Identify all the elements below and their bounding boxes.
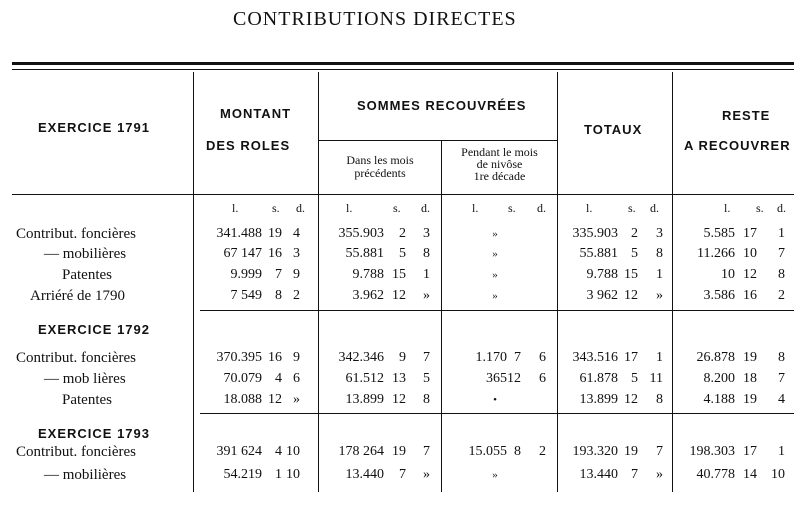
unit-label-nivose-d: d. [537, 201, 546, 215]
cell-reste-s: 19 [743, 392, 757, 407]
cell-mois_prec-l: 13.440 [345, 467, 384, 482]
cell-totaux-l: 3 962 [586, 288, 618, 303]
cell-mois_prec-l: 55.881 [345, 246, 384, 261]
cell-reste-l: 198.303 [689, 444, 735, 459]
header-reste-2: A RECOUVRER [684, 138, 791, 153]
cell-reste-d: 7 [778, 371, 785, 386]
top-rule-thin [12, 69, 794, 70]
header-totaux: TOTAUX [584, 122, 643, 137]
cell-totaux-d: 3 [656, 226, 663, 241]
unit-label-mois_prec-l: l. [346, 201, 353, 215]
cell-totaux-s: 7 [631, 467, 638, 482]
cell-montant-l: 70.079 [223, 371, 262, 386]
header-montant-2: DES ROLES [206, 138, 291, 153]
dans-line-2: précédents [354, 166, 406, 180]
cell-montant-d: 3 [293, 246, 300, 261]
cell-mois_prec-s: 19 [392, 444, 406, 459]
header-sommes: SOMMES RECOUVRÉES [357, 98, 527, 113]
top-rule-thick [12, 62, 794, 65]
header-montant-1: MONTANT [220, 106, 292, 121]
cell-totaux-d: 7 [656, 444, 663, 459]
cell-reste-d: 7 [778, 246, 785, 261]
cell-montant-s: 12 [268, 392, 282, 407]
unit-label-mois_prec-d: d. [421, 201, 430, 215]
cell-totaux-s: 5 [631, 371, 638, 386]
cell-totaux-l: 55.881 [579, 246, 618, 261]
cell-reste-l: 3.586 [703, 288, 735, 303]
cell-nivose: » [492, 469, 498, 481]
cell-mois_prec-d: 7 [423, 350, 430, 365]
cell-reste-s: 10 [743, 246, 757, 261]
cell-nivose: » [492, 228, 498, 240]
row-label: Arriéré de 1790 [30, 288, 125, 304]
cell-nivose: » [492, 248, 498, 260]
cell-totaux-d: 11 [649, 371, 663, 386]
cell-montant-d: 6 [293, 371, 300, 386]
exercice-heading: EXERCICE 1793 [38, 426, 150, 441]
row-label: — mob lières [44, 371, 126, 387]
dans-line-1: Dans les mois [346, 153, 414, 167]
cell-mois_prec-d: 5 [423, 371, 430, 386]
cell-reste-l: 4.188 [703, 392, 735, 407]
header-rule [12, 194, 794, 195]
cell-totaux-d: 8 [656, 392, 663, 407]
cell-nivose-s: 7 [514, 350, 521, 365]
cell-montant-l: 54.219 [223, 467, 262, 482]
cell-mois_prec-d: » [423, 288, 430, 303]
cell-montant-d: 4 [293, 226, 300, 241]
cell-mois_prec-d: » [423, 467, 430, 482]
cell-montant-s: 16 [268, 350, 282, 365]
cell-totaux-l: 193.320 [572, 444, 618, 459]
cell-mois_prec-d: 1 [423, 267, 430, 282]
unit-label-montant-d: d. [296, 201, 305, 215]
cell-mois_prec-l: 13.899 [345, 392, 384, 407]
row-label: — mobilières [44, 246, 127, 262]
cell-nivose: » [492, 269, 498, 281]
cell-mois_prec-s: 5 [399, 246, 406, 261]
cell-nivose: » [492, 290, 498, 302]
cell-reste-s: 18 [743, 371, 757, 386]
page-title: CONTRIBUTIONS DIRECTES [233, 8, 517, 30]
divider-totaux [672, 72, 673, 492]
row-label: Contribut. foncières [16, 444, 136, 460]
divider-montant [318, 72, 319, 492]
cell-totaux-d: » [656, 467, 663, 482]
cell-montant-l: 7 549 [230, 288, 262, 303]
cell-mois_prec-l: 342.346 [338, 350, 384, 365]
cell-reste-s: 16 [743, 288, 757, 303]
cell-mois_prec-l: 9.788 [352, 267, 384, 282]
row-label: Contribut. foncières [16, 226, 136, 242]
cell-mois_prec-l: 61.512 [345, 371, 384, 386]
cell-nivose-l: 365 [486, 371, 507, 386]
cell-montant-s: 8 [275, 288, 282, 303]
cell-montant-d: 2 [293, 288, 300, 303]
cell-totaux-l: 13.899 [579, 392, 618, 407]
section-separator [200, 310, 794, 311]
cell-montant-d: 9 [293, 350, 300, 365]
cell-mois_prec-d: 3 [423, 226, 430, 241]
sommes-underline [318, 140, 557, 141]
pendant-line-3: 1re décade [473, 169, 526, 183]
cell-montant-l: 67 147 [223, 246, 262, 261]
cell-reste-d: 1 [778, 444, 785, 459]
cell-nivose-s: 8 [514, 444, 521, 459]
unit-label-mois_prec-s: s. [393, 201, 401, 215]
row-label: — mobilières [44, 467, 127, 483]
cell-totaux-s: 17 [624, 350, 638, 365]
cell-nivose-d: 6 [539, 350, 546, 365]
cell-totaux-d: 8 [656, 246, 663, 261]
cell-montant-s: 4 [275, 371, 282, 386]
cell-totaux-s: 12 [624, 392, 638, 407]
cell-reste-d: 2 [778, 288, 785, 303]
cell-totaux-d: 1 [656, 350, 663, 365]
cell-mois_prec-s: 13 [392, 371, 406, 386]
cell-montant-d: 9 [293, 267, 300, 282]
exercice-heading: EXERCICE 1792 [38, 322, 150, 337]
cell-reste-s: 19 [743, 350, 757, 365]
cell-montant-d: 10 [286, 444, 300, 459]
cell-totaux-d: 1 [656, 267, 663, 282]
cell-totaux-l: 9.788 [586, 267, 618, 282]
header-exercice: EXERCICE 1791 [38, 120, 150, 135]
divider-nivose [557, 72, 558, 492]
cell-montant-s: 7 [275, 267, 282, 282]
cell-totaux-l: 13.440 [579, 467, 618, 482]
row-label: Contribut. foncières [16, 350, 136, 366]
cell-montant-s: 1 [275, 467, 282, 482]
unit-label-reste-l: l. [724, 201, 731, 215]
header-pendant [443, 146, 556, 182]
section-separator [200, 413, 794, 414]
cell-montant-s: 16 [268, 246, 282, 261]
cell-nivose-l: 15.055 [468, 444, 507, 459]
cell-mois_prec-d: 7 [423, 444, 430, 459]
cell-totaux-l: 61.878 [579, 371, 618, 386]
cell-totaux-l: 343.516 [572, 350, 618, 365]
cell-montant-l: 370.395 [216, 350, 262, 365]
cell-reste-d: 4 [778, 392, 785, 407]
cell-montant-l: 341.488 [216, 226, 262, 241]
cell-montant-s: 4 [275, 444, 282, 459]
cell-reste-l: 11.266 [697, 246, 735, 261]
cell-montant-s: 19 [268, 226, 282, 241]
cell-reste-s: 14 [743, 467, 757, 482]
row-label: Patentes [62, 392, 112, 408]
cell-mois_prec-l: 178 264 [338, 444, 384, 459]
unit-label-totaux-l: l. [586, 201, 593, 215]
cell-totaux-s: 12 [624, 288, 638, 303]
cell-totaux-s: 5 [631, 246, 638, 261]
pendant-line-1: Pendant le mois [461, 145, 538, 159]
cell-reste-l: 8.200 [703, 371, 735, 386]
cell-montant-l: 391 624 [216, 444, 262, 459]
cell-reste-d: 1 [778, 226, 785, 241]
divider-mois [441, 140, 442, 492]
divider-labels [193, 72, 194, 492]
cell-totaux-s: 2 [631, 226, 638, 241]
cell-reste-d: 10 [771, 467, 785, 482]
cell-mois_prec-l: 3.962 [352, 288, 384, 303]
cell-nivose-d: 6 [539, 371, 546, 386]
cell-nivose: • [493, 394, 497, 406]
unit-label-montant-l: l. [232, 201, 239, 215]
cell-montant-d: » [293, 392, 300, 407]
cell-mois_prec-l: 355.903 [338, 226, 384, 241]
cell-reste-l: 26.878 [696, 350, 735, 365]
cell-reste-l: 5.585 [703, 226, 735, 241]
cell-mois_prec-d: 8 [423, 246, 430, 261]
header-dans-les-mois [320, 154, 440, 180]
unit-label-totaux-s: s. [628, 201, 636, 215]
row-label: Patentes [62, 267, 112, 283]
cell-reste-d: 8 [778, 267, 785, 282]
cell-mois_prec-s: 15 [392, 267, 406, 282]
cell-reste-s: 17 [743, 444, 757, 459]
cell-montant-l: 9.999 [230, 267, 262, 282]
cell-nivose-s: 12 [507, 371, 521, 386]
unit-label-nivose-l: l. [472, 201, 479, 215]
cell-totaux-s: 15 [624, 267, 638, 282]
cell-mois_prec-s: 12 [392, 392, 406, 407]
cell-reste-d: 8 [778, 350, 785, 365]
unit-label-reste-d: d. [777, 201, 786, 215]
cell-totaux-l: 335.903 [572, 226, 618, 241]
unit-label-reste-s: s. [756, 201, 764, 215]
cell-reste-l: 40.778 [696, 467, 735, 482]
cell-mois_prec-d: 8 [423, 392, 430, 407]
cell-totaux-d: » [656, 288, 663, 303]
cell-nivose-l: 1.170 [475, 350, 507, 365]
cell-totaux-s: 19 [624, 444, 638, 459]
pendant-line-2: de nivôse [476, 157, 523, 171]
cell-mois_prec-s: 9 [399, 350, 406, 365]
cell-reste-s: 12 [743, 267, 757, 282]
unit-label-montant-s: s. [272, 201, 280, 215]
cell-nivose-d: 2 [539, 444, 546, 459]
unit-label-nivose-s: s. [508, 201, 516, 215]
cell-reste-l: 10 [721, 267, 735, 282]
cell-mois_prec-s: 2 [399, 226, 406, 241]
cell-montant-d: 10 [286, 467, 300, 482]
cell-mois_prec-s: 7 [399, 467, 406, 482]
unit-label-totaux-d: d. [650, 201, 659, 215]
cell-mois_prec-s: 12 [392, 288, 406, 303]
cell-reste-s: 17 [743, 226, 757, 241]
header-reste-1: RESTE [722, 108, 771, 123]
cell-montant-l: 18.088 [223, 392, 262, 407]
